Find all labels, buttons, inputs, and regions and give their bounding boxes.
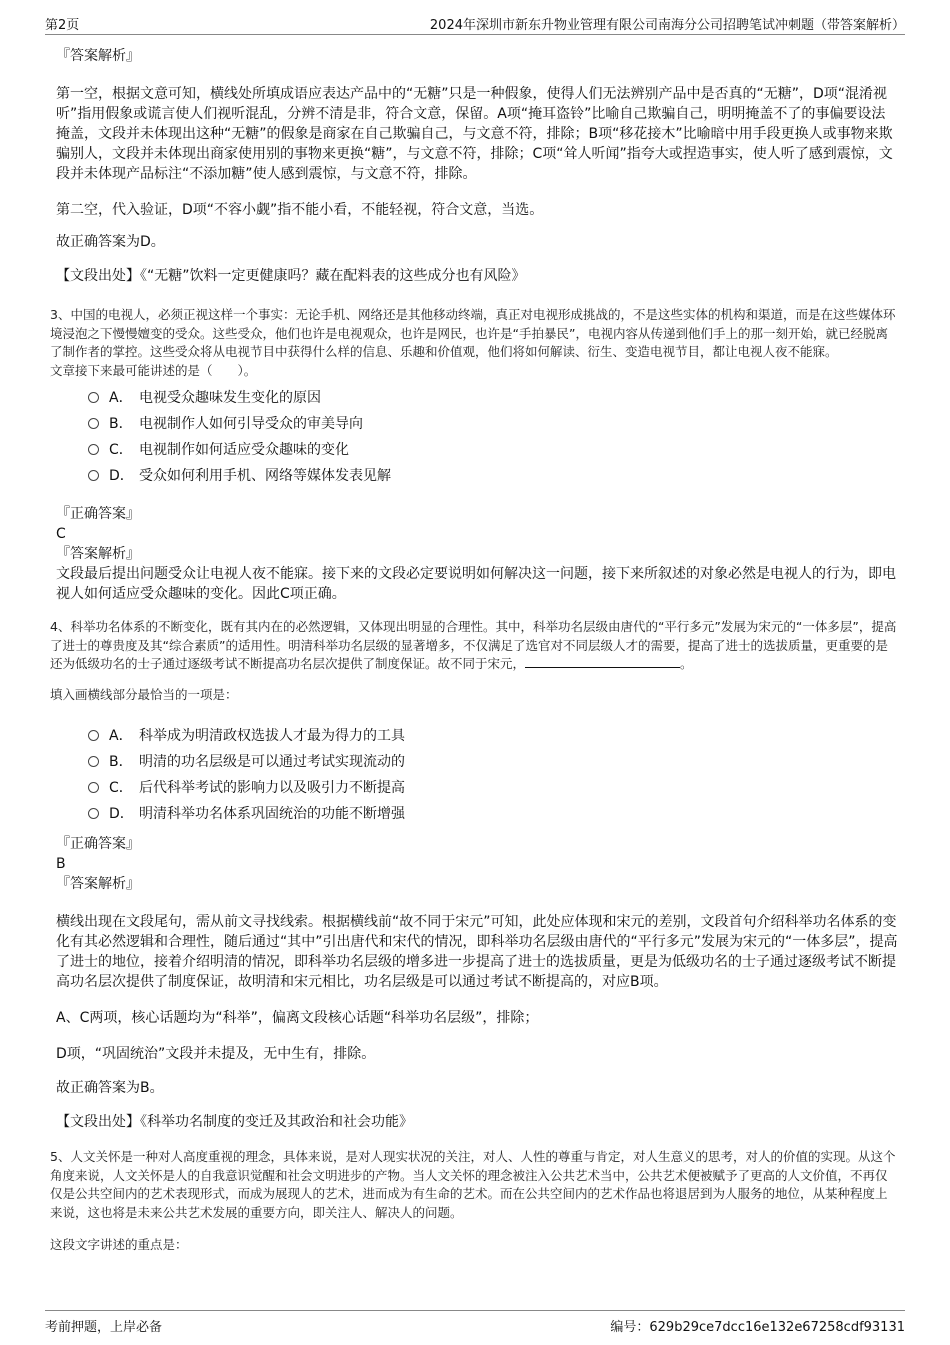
option-text: 电视制作如何适应受众趣味的变化 bbox=[139, 442, 349, 458]
analysis-paragraph: A、C两项，核心话题均为“科举”，偏离文段核心话题“科举功名层级”，排除； bbox=[56, 1010, 539, 1026]
option-letter: C． bbox=[109, 442, 133, 458]
option-letter: A． bbox=[109, 728, 133, 744]
page-footer bbox=[45, 1310, 905, 1335]
option-list bbox=[88, 384, 898, 488]
footer-slogan: 考前押题，上岸必备 bbox=[45, 1320, 163, 1335]
option-letter: D． bbox=[109, 468, 134, 484]
radio-icon[interactable] bbox=[88, 808, 99, 819]
question-4 bbox=[50, 618, 898, 1132]
option-text: 电视制作人如何引导受众的审美导向 bbox=[139, 416, 363, 432]
analysis-paragraph: 横线出现在文段尾句，需从前文寻找线索。根据横线前“故不同于宋元”可知，此处应体现和宋元的差别，文段首句介绍科举功名体系的变化有其必然逻辑和合理性，随后通过“其中”引出唐代和宋代的情况，即科举功名层级由唐代的“平行多元”发展为宋元的“一体多层”，提高了进士的地位，接着介绍明清的情况，即科举功名层级的增多进一步提高了进士的选拔质量，更是为低级功名的士子通过逐级考试不断提高功名层次提供了制度保证，故明清和宋元相比，功名层级是可以通过考试不断提高的，对应B项。 bbox=[56, 914, 898, 990]
option-letter: D． bbox=[109, 806, 134, 822]
analysis-label: 『答案解析』 bbox=[56, 48, 140, 64]
question-stem: 5、人文关怀是一种对人高度重视的理念，具体来说，是对人现实状况的关注，对人、人性的尊重与肯定，对人生意义的思考，对人的价值的实现。从这个角度来说，人文关怀是人的自我意识觉醒和社会文明进步的产物。当人文关怀的理念被注入公共艺术当中，公共艺术便被赋予了更高的人文价值，不再仅仅是公共空间内的艺术表现形式，而成为展现人的艺术，进而成为有生命的艺术。而在公共空间内的艺术作品也将退居到为人服务的地位，从某种程度上来说，这也将是未来公共艺术发展的重要方向，即关注人、解决人的问题。 bbox=[50, 1149, 896, 1220]
option-text: 电视受众趣味发生变化的原因 bbox=[139, 390, 321, 406]
option-text: 后代科举考试的影响力以及吸引力不断提高 bbox=[139, 780, 405, 796]
radio-icon[interactable] bbox=[88, 470, 99, 481]
conclusion-text: 故正确答案为B。 bbox=[56, 1080, 164, 1096]
question-stem: 3、中国的电视人，必须正视这样一个事实：无论手机、网络还是其他移动终端，真正对电视形成挑战的，不是这些实体的机构和渠道，而是在这些媒体环境浸泡之下慢慢嬗变的受众。这些受众，他们也许是电视观众，也许是网民，也许是“手拍暴民”，电视内容从传递到他们手上的那一刻开始，就已经脱离了制作者的掌控。这些受众将从电视节目中获得什么样的信息、乐趣和价值观，他们将如何解读、衍生、变造电视节目，都让电视人夜不能寐。 bbox=[50, 307, 896, 359]
option-letter: C． bbox=[109, 780, 133, 796]
radio-icon[interactable] bbox=[88, 756, 99, 767]
document-title: 2024年深圳市新东升物业管理有限公司南海分公司招聘笔试冲刺题（带答案解析） bbox=[429, 18, 905, 33]
option-text: 受众如何利用手机、网络等媒体发表见解 bbox=[139, 468, 391, 484]
answer-label: 『正确答案』 bbox=[56, 506, 140, 522]
option-letter: A． bbox=[109, 390, 133, 406]
page-content bbox=[50, 46, 898, 1255]
option-c[interactable] bbox=[88, 436, 898, 462]
question-3 bbox=[50, 306, 898, 604]
answer-value: B bbox=[56, 856, 66, 872]
option-letter: B． bbox=[109, 416, 133, 432]
radio-icon[interactable] bbox=[88, 782, 99, 793]
question-prompt: 这段文字讲述的重点是： bbox=[50, 1237, 188, 1252]
option-b[interactable] bbox=[88, 748, 898, 774]
option-b[interactable] bbox=[88, 410, 898, 436]
question-prompt: 填入画横线部分最恰当的一项是： bbox=[50, 686, 238, 702]
option-c[interactable] bbox=[88, 774, 898, 800]
document-id: 编号：629b29ce7dcc16e132e67258cdf93131 bbox=[610, 1320, 905, 1335]
option-text: 明清科举功名体系巩固统治的功能不断增强 bbox=[139, 806, 405, 822]
analysis-paragraph: 第一空，根据文意可知，横线处所填成语应表达产品中的“无糖”只是一种假象，使得人们无法辨别产品中是否真的“无糖”，D项“混淆视听”指用假象或谎言使人们视听混乱，分辨不清是非，符合文意，保留。A项“掩耳盗铃”比喻自己欺骗自己，明明掩盖不了的事偏要设法掩盖，文段并未体现出这种“无糖”的假象是商家在自己欺骗自己，与文意不符，排除；B项“移花接木”比喻暗中用手段更换人或事物来欺骗别人，文段并未体现出商家使用别的事物来更换“糖”，与文意不符，排除；C项“耸人听闻”指夸大或捏造事实，使人听了感到震惊，文段并未体现产品标注“不添加糖”使人感到震惊，与文意不符，排除。 bbox=[56, 86, 893, 182]
question-stem-text: 4、科举功名体系的不断变化，既有其内在的必然逻辑，又体现出明显的合理性。其中，科举功名层级由唐代的“平行多元”发展为宋元的“一体多层”，提高了进士的尊贵度及其“综合素质”的适用性。明清科举功名层级的显著增多，不仅满足了选官对不同层级人才的需要，提高了进士的选拔质量，更重要的是还为低级功名的士子通过逐级考试不断提高功名层次提供了制度保证。故不同于宋元， bbox=[50, 619, 897, 671]
analysis-block-prev bbox=[56, 46, 898, 286]
fill-blank bbox=[525, 655, 680, 668]
radio-icon[interactable] bbox=[88, 730, 99, 741]
option-text: 明清的功名层级是可以通过考试实现流动的 bbox=[139, 754, 405, 770]
question-stem-end: 。 bbox=[680, 656, 693, 671]
page-header bbox=[45, 12, 905, 35]
question-stem bbox=[50, 618, 898, 674]
option-a[interactable] bbox=[88, 722, 898, 748]
radio-icon[interactable] bbox=[88, 392, 99, 403]
analysis-label: 『答案解析』 bbox=[56, 546, 140, 562]
answer-label: 『正确答案』 bbox=[56, 836, 140, 852]
question-5 bbox=[50, 1148, 898, 1255]
conclusion-text: 故正确答案为D。 bbox=[56, 234, 165, 250]
answer-block bbox=[56, 504, 898, 604]
source-text: 【文段出处】《“无糖”饮料一定更健康吗？藏在配料表的这些成分也有风险》 bbox=[56, 268, 526, 284]
option-d[interactable] bbox=[88, 462, 898, 488]
radio-icon[interactable] bbox=[88, 418, 99, 429]
option-a[interactable] bbox=[88, 384, 898, 410]
analysis-label: 『答案解析』 bbox=[56, 876, 140, 892]
question-prompt: 文章接下来最可能讲述的是（ ）。 bbox=[50, 362, 257, 378]
option-text: 科举成为明清政权选拔人才最为得力的工具 bbox=[139, 728, 405, 744]
source-text: 【文段出处】《科举功名制度的变迁及其政治和社会功能》 bbox=[56, 1114, 413, 1130]
analysis-paragraph: 文段最后提出问题受众让电视人夜不能寐。接下来的文段必定要说明如何解决这一问题，接下来所叙述的对象必然是电视人的行为，即电视人如何适应受众趣味的变化。因此C项正确。 bbox=[56, 566, 896, 602]
option-d[interactable] bbox=[88, 800, 898, 826]
option-list bbox=[88, 722, 898, 826]
answer-value: C bbox=[56, 526, 66, 542]
radio-icon[interactable] bbox=[88, 444, 99, 455]
analysis-paragraph: 第二空，代入验证，D项“不容小觑”指不能小看，不能轻视，符合文意，当选。 bbox=[56, 202, 544, 218]
answer-block bbox=[56, 834, 898, 1132]
analysis-paragraph: D项，“巩固统治”文段并未提及，无中生有，排除。 bbox=[56, 1046, 376, 1062]
option-letter: B． bbox=[109, 754, 133, 770]
page-number: 第2页 bbox=[45, 18, 80, 33]
